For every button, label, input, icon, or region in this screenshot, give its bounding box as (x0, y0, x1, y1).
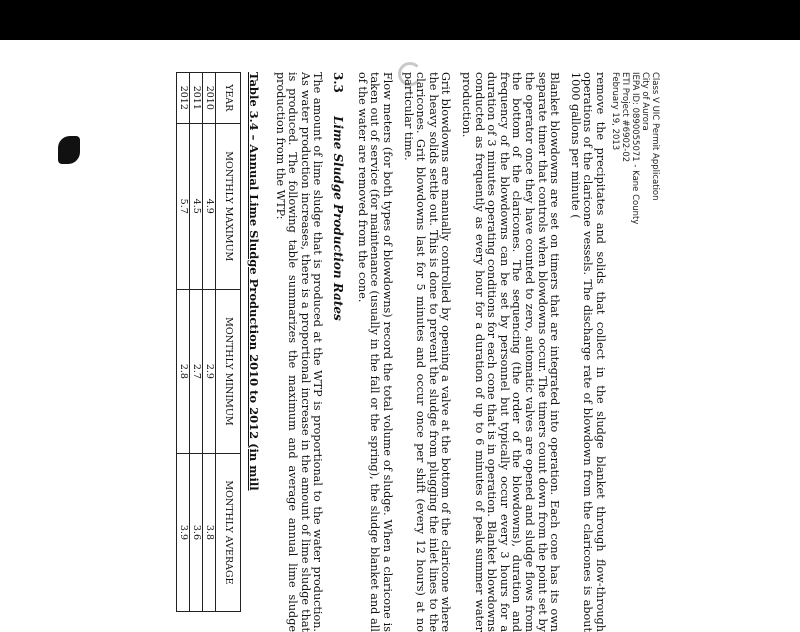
table-title: Table 3.4 – Annual Lime Sludge Production 2010 to 2012 (in mill (246, 72, 261, 491)
section-number: 3.3 (331, 72, 346, 93)
paragraph-intro: remove the precipitates and solids that collect in the sludge blanket through flow-through operations of the claricone vessels. The discharge rate of blowdown from the claricones is about 1000 gallons per minute ( (568, 72, 607, 632)
table-cell: 2012 (176, 73, 189, 124)
sludge-production-table (176, 72, 241, 612)
paragraph-flow-meters: Flow meters (for both types of blowdowns) record the total volume of sludge. When a claricone is taken out of service (for maintenance (usually in the fall or the spring), the sludge blanket and all of the water are removed from the cone. (355, 72, 395, 632)
scanner-border (0, 0, 800, 40)
rotated-page (100, 72, 660, 632)
table-cell: 5.7 (176, 123, 189, 289)
section-title: Lime Sludge Production Rates (331, 116, 346, 321)
column-header: MONTHLY AVERAGE (215, 453, 240, 611)
section-heading (331, 72, 345, 632)
table-row (176, 73, 189, 612)
table-cell: 3.6 (189, 453, 202, 611)
header-line: ETI Project #6902-02 (620, 72, 630, 163)
table-cell: 2010 (202, 73, 215, 124)
table-row (189, 73, 202, 612)
binder-hole-mark (58, 136, 80, 164)
table-cell: 4.5 (189, 123, 202, 289)
column-header: YEAR (215, 73, 240, 124)
paragraph-grit-blowdowns: Grit blowdowns are manually controlled by opening a valve at the bottom of the claricone where the heavy solids settle out. This is done to prevent the sludge from plugging the inlet lines to the claricones. Grit blowdowns last for 5 minutes and occur once per shift (every 12 hours) at no particular time. (401, 72, 453, 632)
paragraph-lime-sludge: The amount of lime sludge that is produced at the WTP is proportional to the water production. As water production increases, there is a proportional increase in the amount of lime sludge that is produced. The following table summarizes the maximum and average annual lime sludge production from the WTP: (273, 72, 325, 632)
header-line: Class V UIC Permit Application (650, 72, 660, 201)
table-cell: 3.8 (202, 453, 215, 611)
table-header-row (215, 73, 240, 612)
table-cell: 2.9 (202, 289, 215, 453)
header-line: IEPA ID: 0890055071 - Kane County (630, 72, 640, 225)
page-header (610, 72, 660, 632)
paragraph-blanket-blowdowns: Blanket blowdowns are set on timers that are integrated into operation. Each cone has its own separate timer that controls when blowdowns occur. The timers count down from the point set by the operator once they have counted to zero, automatic valves are opened and sludge flows from the bottom of the claricones. The sequencing (the order of the blowdowns), duration and frequency of the blowdowns can be set by personnel but typically occur every 3 hours for a duration of 3 minutes operating conditions for each cone that is in operation. Blanket blowdowns conducted as frequently as every hour for a duration of up to 6 minutes of peak summer water production. (460, 72, 562, 632)
table-cell: 4.9 (202, 123, 215, 289)
header-line: February 19, 2013 (610, 72, 620, 151)
table-cell: 2.7 (189, 289, 202, 453)
column-header: MONTHLY MINIMUM (215, 289, 240, 453)
table-row (202, 73, 215, 612)
table-cell: 2.8 (176, 289, 189, 453)
table-cell: 2011 (189, 73, 202, 124)
table-cell: 3.9 (176, 453, 189, 611)
column-header: MONTHLY MAXIMUM (215, 123, 240, 289)
header-line: City of Aurora (640, 72, 650, 131)
